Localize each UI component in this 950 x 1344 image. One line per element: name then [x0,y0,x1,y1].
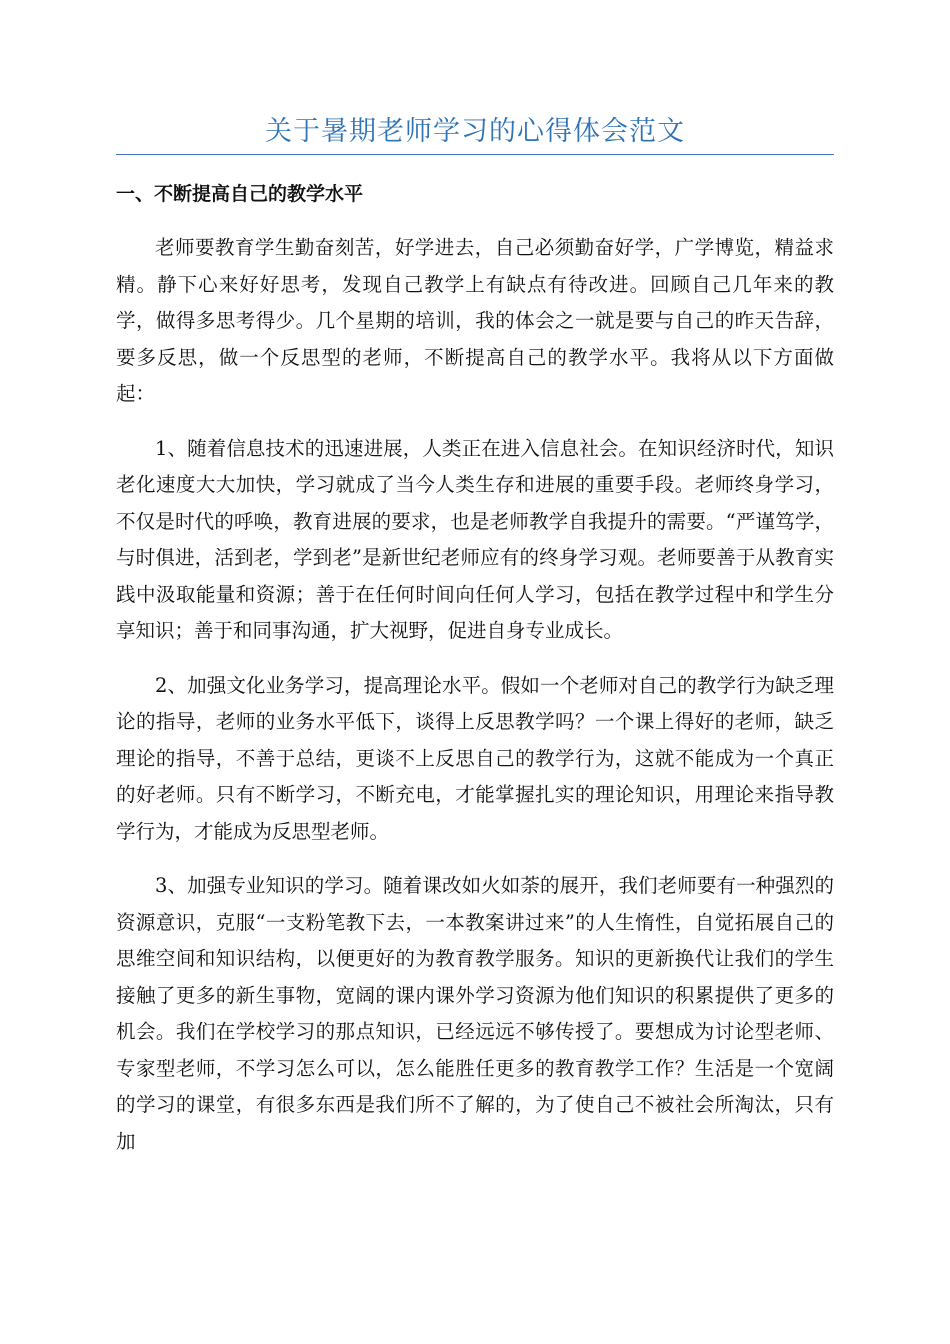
body-paragraph-intro: 老师要教育学生勤奋刻苦，好学进去，自己必须勤奋好学，广学博览，精益求精。静下心来好好思考，发现自己教学上有缺点有待改进。回顾自己几年来的教学，做得多思考得少。几个星期的培训，我的体会之一就是要与自己的昨天告辞，要多反思，做一个反思型的老师，不断提高自己的教学水平。我将从以下方面做起： [116,236,834,405]
section-heading: 一、不断提高自己的教学水平 [116,183,364,205]
body-paragraph-3: 3、加强专业知识的学习。随着课改如火如荼的展开，我们老师要有一种强烈的资源意识，克服“一支粉笔教下去，一本教案讲过来”的人生惰性，自觉拓展自己的思维空间和知识结构，以便更好的为教育教学服务。知识的更新换代让我们的学生接触了更多的新生事物，宽阔的课内课外学习资源为他们知识的积累提供了更多的机会。我们在学校学习的那点知识，已经远远不够传授了。要想成为讨论型老师、专家型老师，不学习怎么可以，怎么能胜任更多的教育教学工作？生活是一个宽阔的学习的课堂，有很多东西是我们所不了解的，为了使自己不被社会所淘汰，只有加 [116,874,834,1153]
body-paragraph-2: 2、加强文化业务学习，提高理论水平。假如一个老师对自己的教学行为缺乏理论的指导，老师的业务水平低下，谈得上反思教学吗？一个课上得好的老师，缺乏理论的指导，不善于总结，更谈不上反思自己的教学行为，这就不能成为一个真正的好老师。只有不断学习，不断充电，才能掌握扎实的理论知识，用理论来指导教学行为，才能成为反思型老师。 [116,673,834,843]
document-body [116,178,834,1160]
body-paragraph-1: 1、随着信息技术的迅速进展，人类正在进入信息社会。在知识经济时代，知识老化速度大大加快，学习就成了当今人类生存和进展的重要手段。老师终身学习，不仅是时代的呼唤，教育进展的要求，也是老师教学自我提升的需要。“严谨笃学，与时俱进，活到老，学到老”是新世纪老师应有的终身学习观。老师要善于从教育实践中汲取能量和资源；善于在任何时间向任何人学习，包括在教学过程中和学生分享知识；善于和同事沟通，扩大视野，促进自身专业成长。 [116,436,834,642]
title-underline [116,154,834,155]
document-title: 关于暑期老师学习的心得体会范文 [265,116,685,147]
